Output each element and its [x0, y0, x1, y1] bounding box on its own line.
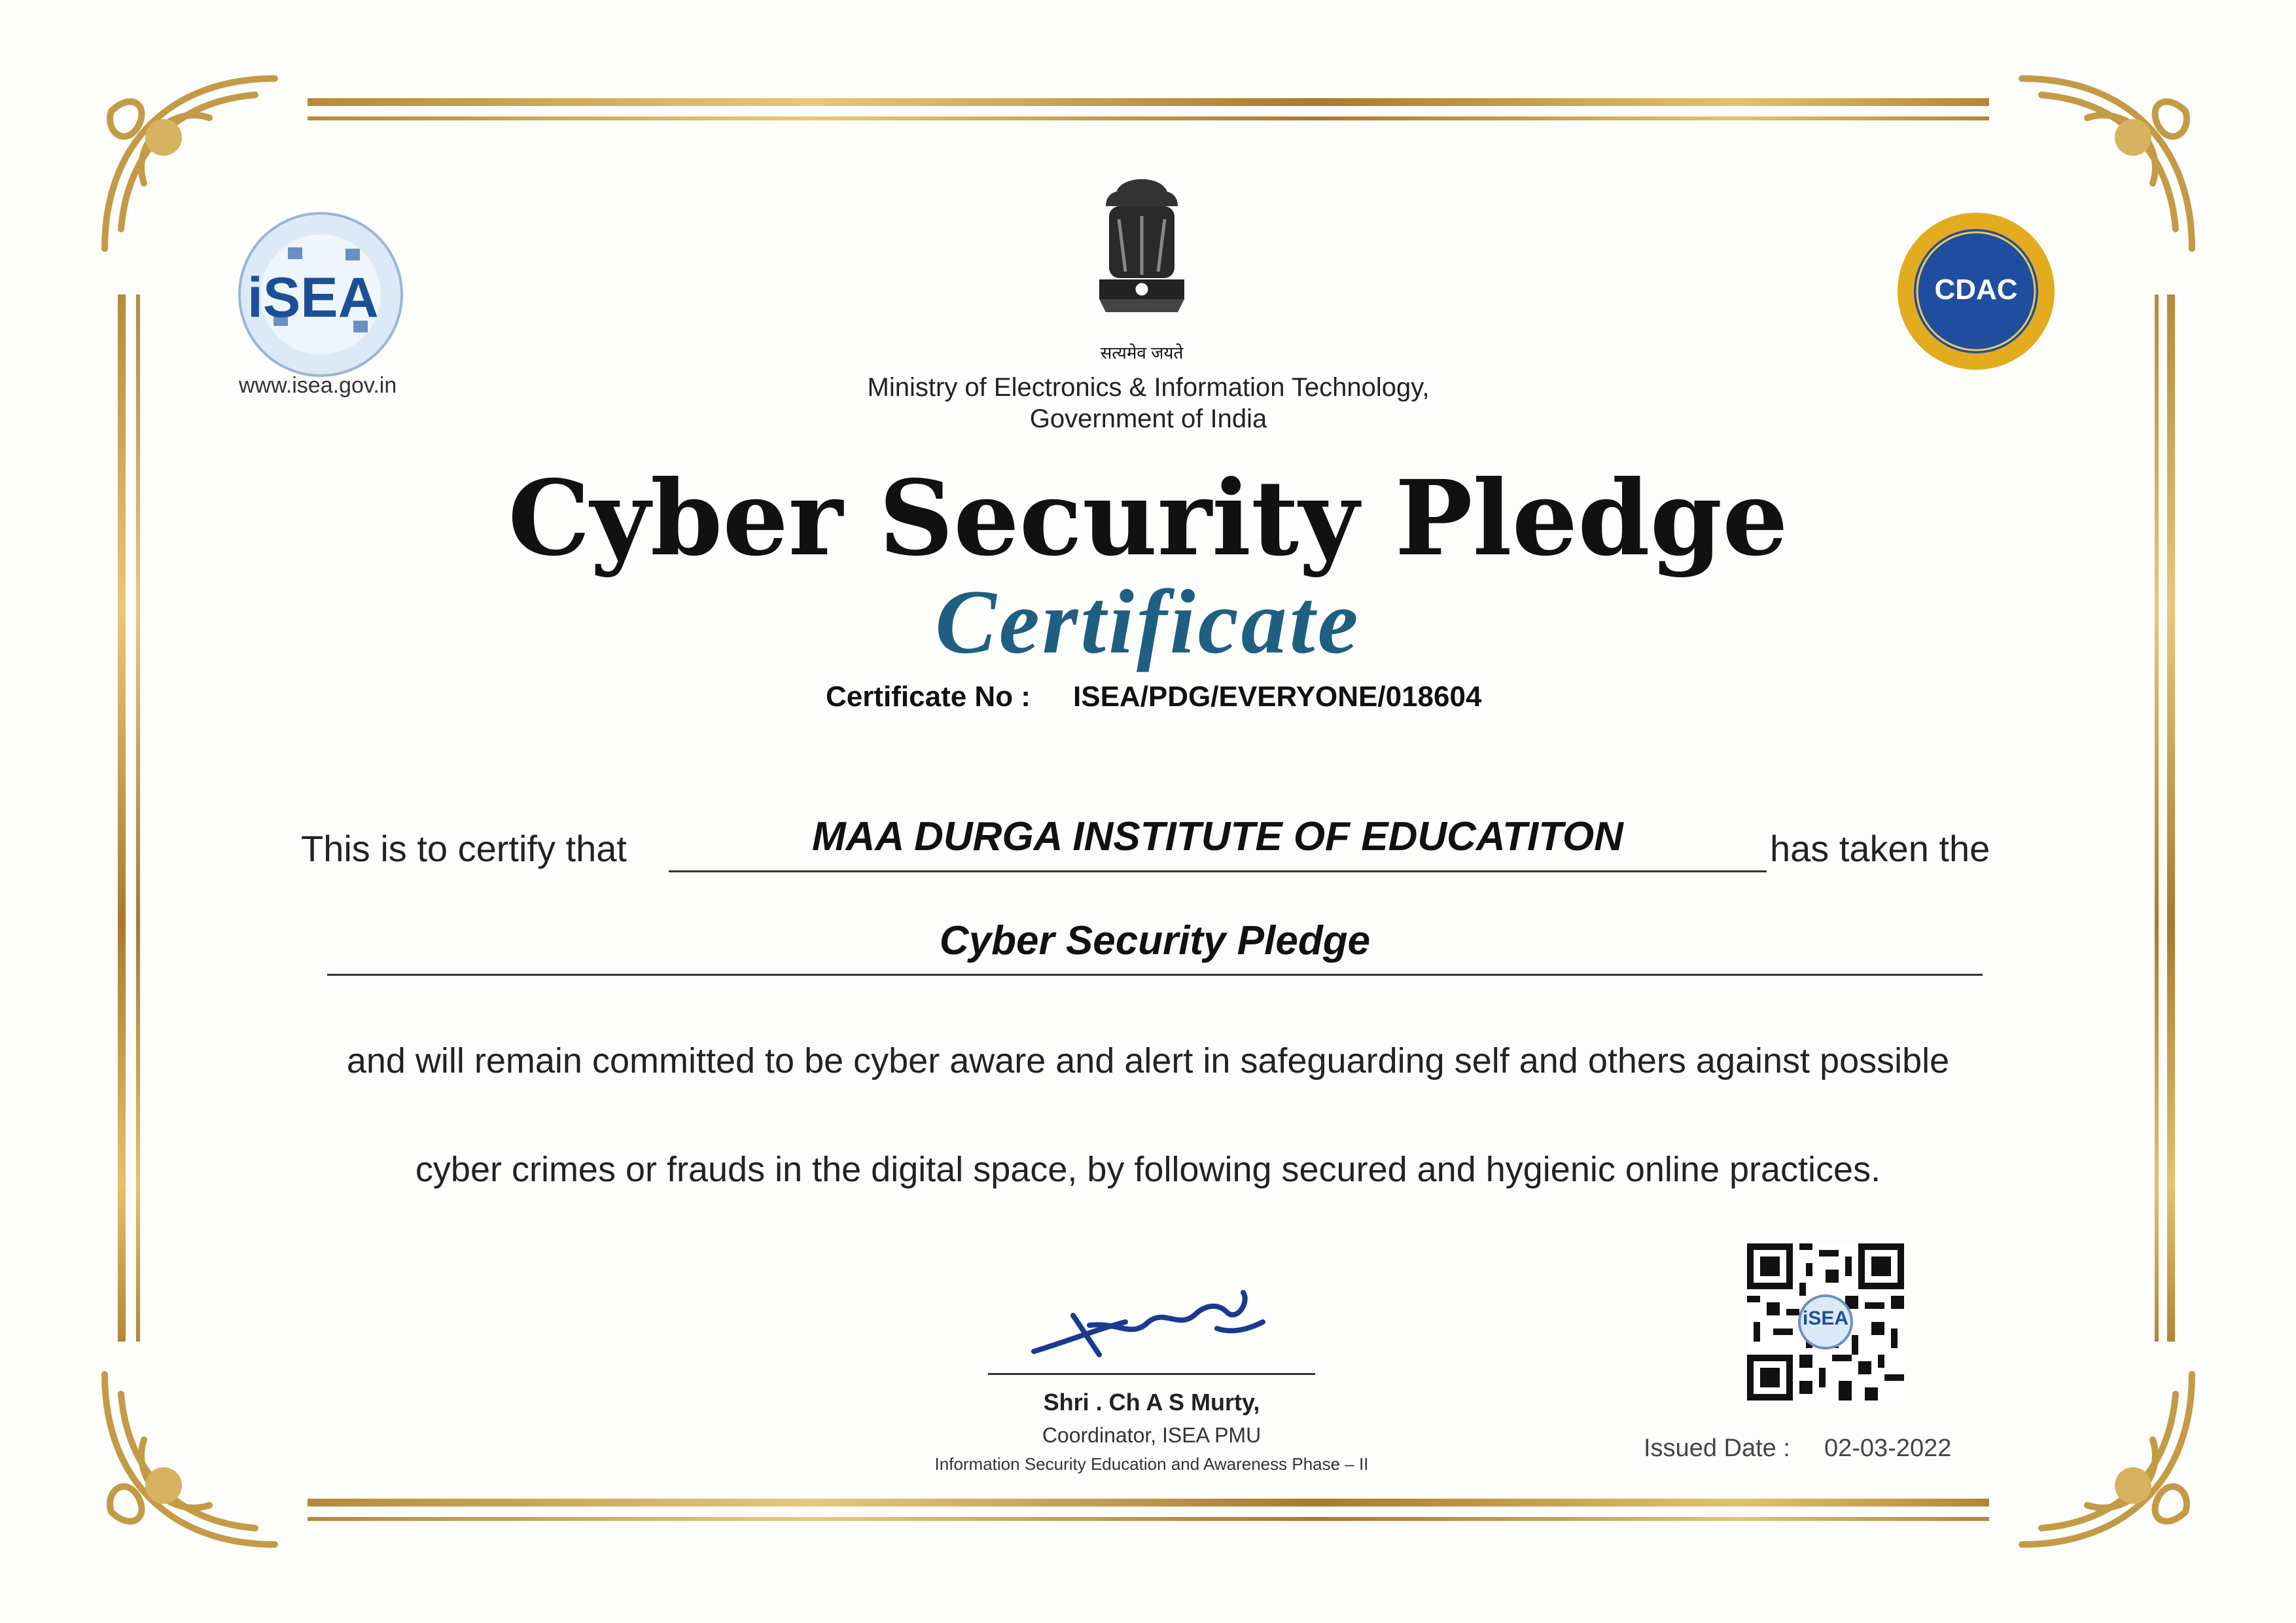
page-title: Cyber Security Pledge [508, 458, 1788, 579]
qr-code [1747, 1243, 1904, 1400]
recipient-name: MAA DURGA INSTITUTE OF EDUCATITON [812, 814, 1623, 859]
corner-ornament-icon [2009, 1361, 2205, 1558]
certify-suffix: has taken the [1770, 828, 1990, 869]
qr-logo-text: iSEA [1802, 1308, 1849, 1329]
top-border-outer [308, 98, 1989, 106]
certificate-no-value: ISEA/PDG/EVERYONE/018604 [1073, 681, 1482, 713]
certify-prefix: This is to certify that [301, 828, 627, 869]
ministry-line2: Government of India [1029, 404, 1267, 433]
emblem-motto: सत्यमेव जयते [1100, 343, 1184, 363]
signatory-program: Information Security Education and Awareness Phase – II [934, 1454, 1369, 1474]
signature-icon [1027, 1276, 1289, 1368]
signatory-role: Coordinator, ISEA PMU [1042, 1423, 1262, 1447]
isea-url: www.isea.gov.in [239, 373, 397, 398]
bottom-border-inner [308, 1517, 1989, 1521]
issued-date-label: Issued Date : [1644, 1435, 1790, 1462]
cdac-logo [1894, 209, 2058, 373]
bottom-border-outer [308, 1499, 1989, 1507]
pledge-underline [327, 974, 1983, 976]
cdac-logo-text: CDAC [1934, 274, 2018, 306]
body-line1: and will remain committed to be cyber aware and alert in safeguarding self and others against possible [346, 1041, 1950, 1080]
isea-logo-text: iSEA [247, 266, 379, 329]
signatory-name: Shri . Ch A S Murty, [1043, 1389, 1260, 1416]
signature-line [988, 1373, 1315, 1375]
issued-date-value: 02-03-2022 [1824, 1435, 1952, 1462]
national-emblem-icon [1086, 167, 1197, 340]
body-line2: cyber crimes or frauds in the digital space, by following secured and hygienic online practices. [415, 1150, 1881, 1189]
corner-ornament-icon [92, 1361, 288, 1558]
certificate-subtitle: Certificate [935, 571, 1361, 673]
pledge-name: Cyber Security Pledge [939, 918, 1371, 963]
top-border-inner [308, 116, 1989, 120]
ministry-line1: Ministry of Electronics & Information Technology, [867, 373, 1430, 402]
recipient-underline [669, 870, 1767, 872]
certificate-no-label: Certificate No : [826, 681, 1031, 713]
isea-logo [236, 209, 406, 380]
